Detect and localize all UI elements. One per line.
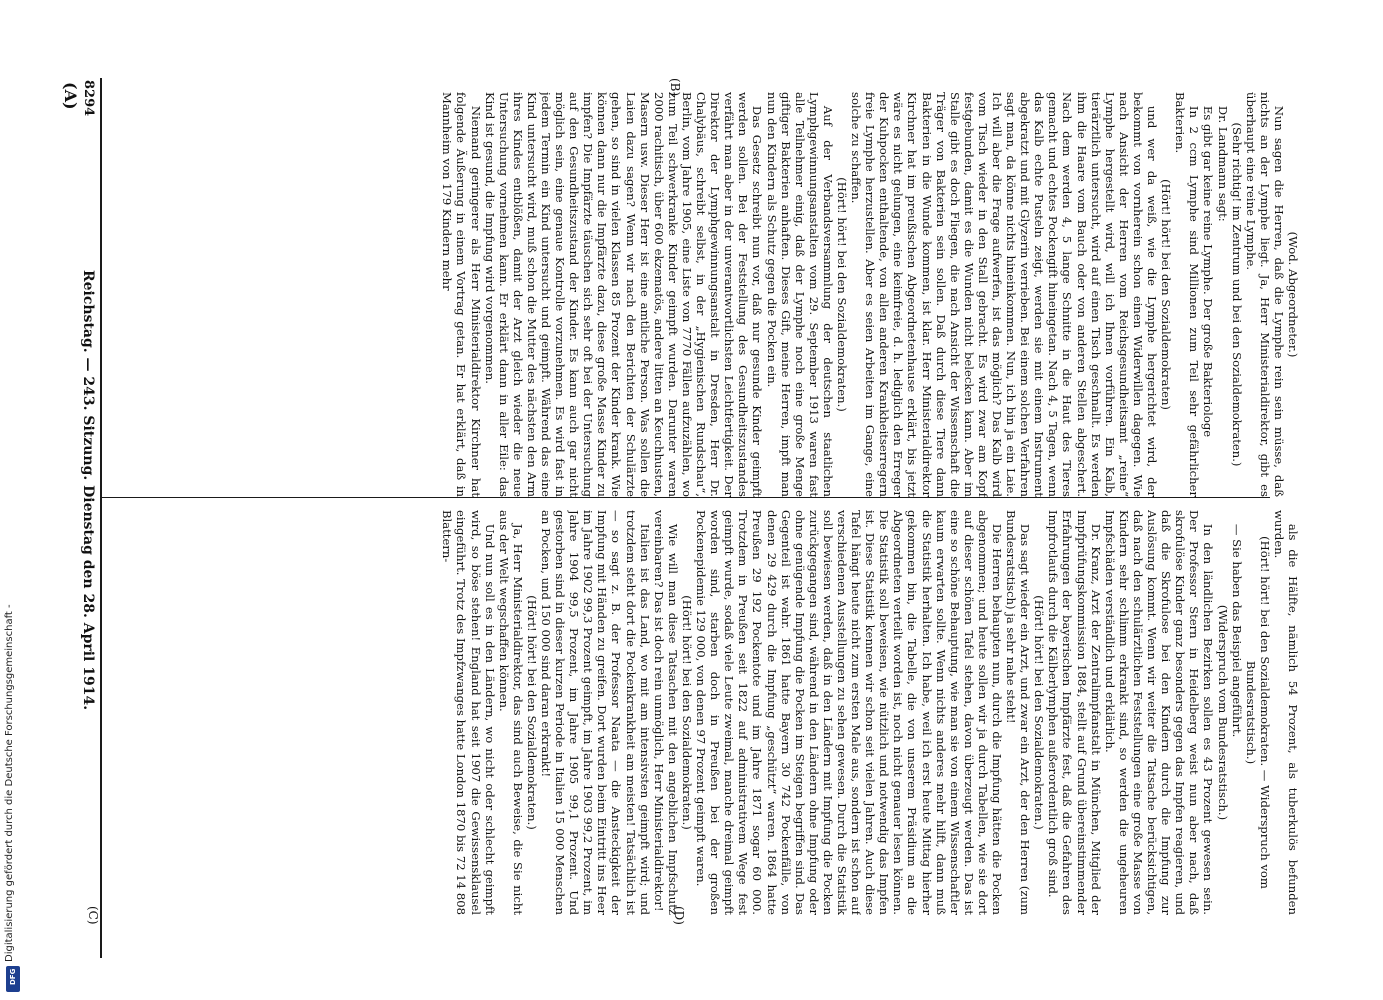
paragraph: — Sie haben das Beispiel angeführt. [1229, 523, 1244, 738]
paragraph: Es gibt gar keine reine Lymphe. Der große Bakteriologe [1201, 105, 1216, 438]
paragraph: Nun sagen die Herren, daß die Lymphe rein sein müsse, daß nichts an der Lymphe liegt. Ja, Herr Ministerialdirektor, gibt es überhaupt eine reine Lymphe. [1243, 92, 1286, 497]
paragraph: (Hört! hört! bei den Sozialdemokraten.) [524, 595, 539, 830]
paragraph: (Hört! hört! bei den Sozialdemokraten. — Widerspruch vom Bundesratstisch.) [1243, 536, 1272, 889]
page-marker-a: (A) [61, 82, 80, 110]
dfg-watermark: Digitalisierung gefördert durch die Deutsche Forschungsgemeinschaft - [4, 604, 15, 962]
column-divider [100, 497, 1270, 498]
dfg-logo: DFG [6, 966, 20, 992]
paragraph: Und nun soll es in den Ländern, wo nicht oder schlecht geimpft wird, so böse stehen! England hat seit 1907 die Gewissensklausel eingeführt. Trotz des Impfzwanges hatte London 1870 bis 72 14 808 Blattern- [440, 510, 497, 915]
right-text-column [110, 510, 1300, 915]
paragraph: Ja, Herr Ministerialdirektor, das sind auch Beweise, die Sie nicht aus der Welt wegschaffen können. [496, 510, 525, 915]
paragraph: In den ländlichen Bezirken sollen es 43 Prozent gewesen sein. Der Professor Stern in Heidelberg weist nun aber nach, daß skrofulöse Kinder ganz besonders gegen das Impfen reagieren, und daß die Skrofulose bei den Kindern durch die Impfung zur Auslösung kommt. Wenn wir weiter die Tatsache berücksichtigen, daß nach den schulärztlichen Feststellungen eine große Masse von Kindern sehr schlimm erkrankt sind, so werden die ungeheuren Impfschäden verständlich und erklärlich. [1102, 510, 1216, 915]
paragraph: als die Hälfte, nämlich 54 Prozent, als tuberkulös befunden wurden. [1271, 510, 1300, 915]
paragraph: (Hört! hört! bei den Sozialdemokraten.) [1032, 595, 1047, 830]
paragraph: Auf der Verbandsversammlung der deutschen staatlichen Lymphgewinnungsanstalten vom 29. September 1913 waren fast alle Teilnehmer einig, daß der Lymphe noch eine große Menge giftiger Bakterien anhaften. Dieses Gift, meine Herren, impft man nun den Kindern als Schutz gegen die Pocken ein. [764, 92, 835, 497]
paragraph: Niemand geringerer als Herr Ministerialdirektor Kirchner hat folgende Äußerung in einem Vortrag getan. Er hat erklärt, daß in Mannheim von 179 Kindern mehr [440, 92, 483, 497]
paragraph: Das Gesetz schreibt nun vor, daß nur gesunde Kinder geimpft werden sollen. Bei der Feststellung des Gesundheitszustandes verfährt man aber in der unverantwortlichsten Leichtfertigkeit. Der Direktor der Lymphgewinnungsanstalt in Dresden, Herr Dr. Chalybäus, schreibt selbst, in der „Hygienischen Rundschau“, Berlin, vom Jahre 1905, eine Liste von 7770 Fällen aufzuzählen, wo zum Teil schwerkranke Kinder geimpft wurden. Darunter waren 2000 rachitisch, über 600 ekzematös, andere litten an Keuchhusten, Masern usw. Dieser Herr ist eine amtliche Person. Was sollen die Laien dazu sagen? Wenn wir nach den Berichten der Schulärzte gehen, so sind in vielen Klassen 85 Prozent der Kinder krank. Wie können dann nur die Impfärzte dazu, diese große Masse Kinder zu impfen? Die Impfärzte täuschen sich sehr oft bei der Untersuchung auf den Gesundheitszustand der Kinder. Es kann auch gar nicht möglich sein, eine genaue Kontrolle vorzunehmen. Es wird fast in jedem Termin ein Kind untersucht und geimpft. Während das eine Kind untersucht wird, muß schon die Mutter des nächsten den Arm ihres Kindes entblößen, damit der Arzt gleich wieder die neue Untersuchung vornehmen kann. Er erklärt dann in aller Eile: das Kind ist gesund, die Impfung wird vorgenommen. [482, 92, 765, 497]
paragraph: Das sagt wieder ein Arzt, und zwar ein Arzt, der den Herren (zum Bundesratstisch) ja sehr nahe steht! [1004, 510, 1033, 915]
paragraph: (Widerspruch vom Bundesratstisch.) [1215, 604, 1230, 821]
paragraph: (Hört! hört! bei den Sozialdemokraten.) [679, 595, 694, 830]
paragraph: (Wod. Abgeordneter.) [1286, 231, 1300, 358]
paragraph: und wer da weiß, wie die Lymphe hergerichtet wird, der bekommt von vornherein schon einen Widerwillen dagegen. Wie nach Ansicht der Herren vom Reichsgesundheitsamt „reine“ Lymphe hergestellt wird, will ich Ihnen vorführen. Ein Kalb, tierärztlich untersucht, wird auf einen Tisch geschnallt. Es werden ihm die Haare vom Bauch oder von anderen Stellen abgeschert. Nach dem werden 4, 5 lange Schnitte in die Haut des Tieres gemacht und echtes Pockengift hineingetan. Nach 4, 5 Tagen, wenn das Kalb echte Pusteln zeigt, werden sie mit einem Instrument abgekratzt und mit Glyzerin verrieben. Bei einem solchen Verfahren sagt man, da könne nichts hineinkommen. Nun, ich bin ja ein Laie. Ich will aber die Frage aufwerfen, ist das möglich? Das Kalb wird vom Tisch wieder in den Stall gebracht. Es wird zwar am Kopf festgebunden, damit es die Wunden nicht belecken kann. Aber im Stalle gibt es doch Fliegen, die nach Ansicht der Wissenschaft die Träger von Bakterien sein sollen. Daß durch diese Tiere dann Bakterien in die Wunde kommen, ist klar. Herr Ministerialdirektor Kirchner hat im preußischen Abgeordnetenhause erklärt, bis jetzt wäre es nicht gelungen, eine keimfreie, d. h. lediglich den Erreger der Kuhpocken enthaltende, von allen anderen Krankheitserregern freie Lymphe herzustellen. Aber es seien Arbeiten im Gange, eine solche zu schaffen. [849, 92, 1160, 497]
paragraph: In 2 ccm Lymphe sind Millionen zum Teil sehr gefährlicher Bakterien. [1173, 92, 1202, 497]
left-text-column [110, 92, 1300, 497]
paragraph: Die Herren behaupten nun, durch die Impfung hätten die Pocken abgenommen; und heute sollen wir ja durch Tabellen, wie sie dort auf dieser schönen Tafel stehen, davon überzeugt werden. Das ist eine so schöne Behauptung, wie man sie von einem Wissenschaftler kaum erwarten sollte. Wenn nichts anderes mehr hilft, dann muß die Statistik herhalten. Ich habe, weil ich erst heute Mittag hierher gekommen bin, die Tabelle, die von unserem Präsidium an die Abgeordneten verteilt worden ist, noch nicht genauer lesen können. Die Statistik soll beweisen, wie nützlich und notwendig das Impfen ist. Diese Statistik kennen wir schon seit vielen Jahren. Auch diese Tafel hängt heute nicht zum ersten Male aus, sondern ist schon auf verschiedenen Ausstellungen zu sehen gewesen. Durch die Statistik soll bewiesen werden, daß in den Ländern mit Impfung die Pocken zurückgegangen sind, während in den Ländern ohne Impfung oder ohne genügende Impfung die Pocken im Steigen begriffen sind. Das Gegenteil ist wahr. 1861 hatte Bayern 30 742 Pockenfälle, von denen 29 429 durch die Impfung „geschützt“ waren. 1864 hatte Preußen 29 192 Pockentote und im Jahre 1871 sogar 60 000. Trotzdem in Preußen seit 1822 auf administrativem Wege fest geimpft wurde, sodaß viele Leute zweimal, manche dreimal geimpft worden sind, starben doch in Preußen bei der großen Pockenepidemie 129 000, von denen 97 Prozent geimpft waren. [694, 510, 1005, 915]
header-rule [100, 78, 102, 958]
page-number: 8294 [81, 80, 96, 117]
margin-marker-d: (D) [672, 906, 686, 925]
paragraph: (Hört! hört! bei den Sozialdemokraten.) [835, 177, 849, 412]
running-header: Reichstag. — 243. Sitzung. Dienstag den 28. April 1914. [80, 270, 96, 711]
paragraph: Dr. Landmann sagt: [1215, 105, 1230, 222]
paragraph: Italien ist das Land, wo mit am intensivsten geimpft wird; und trotzdem steht dort die Pockenkrankheit am meisten! Tatsächlich ist — so sagt z. B. der Professor Naata — die Ansteckigkeit der Impfung mit Händen zu greifen. Dort wurden beim Eintritt ins Heer im Jahre 1902 99,3 Prozent geimpft, im Jahre 1903 99,2 Prozent, im Jahre 1904 99,5 Prozent, im Jahre 1905 99,1 Prozent. Und gestorben sind in dieser kurzen Periode in Italien 15 000 Menschen an Pocken, und 150 000 sind daran erkrankt! [539, 510, 652, 915]
paragraph: (Sehr richtig! im Zentrum und bei den Sozialdemokraten.) [1229, 122, 1244, 467]
paragraph: Wie will man diese Tatsachen mit den angeblichen Impfschutz vereinbaren? Das ist doch rein unmöglich, Herr Ministerialdirektor! [651, 510, 680, 915]
paragraph: (Hört! hört! bei den Sozialdemokraten) [1159, 179, 1174, 410]
margin-marker-b: (B) [668, 78, 682, 97]
paragraph: Dr. Kranz, Arzt der Zentralimpfanstalt in München, Mitglied der Impfprüfungskommission 1884, stellt auf Grund übereinstimmender Erfahrungen der bayerischen Impfärzte fest, daß die Gefahren des Impfrotlaufs durch die Kälberlymphen außerordentlich groß sind. [1046, 510, 1103, 915]
margin-marker-c: (C) [86, 906, 100, 925]
